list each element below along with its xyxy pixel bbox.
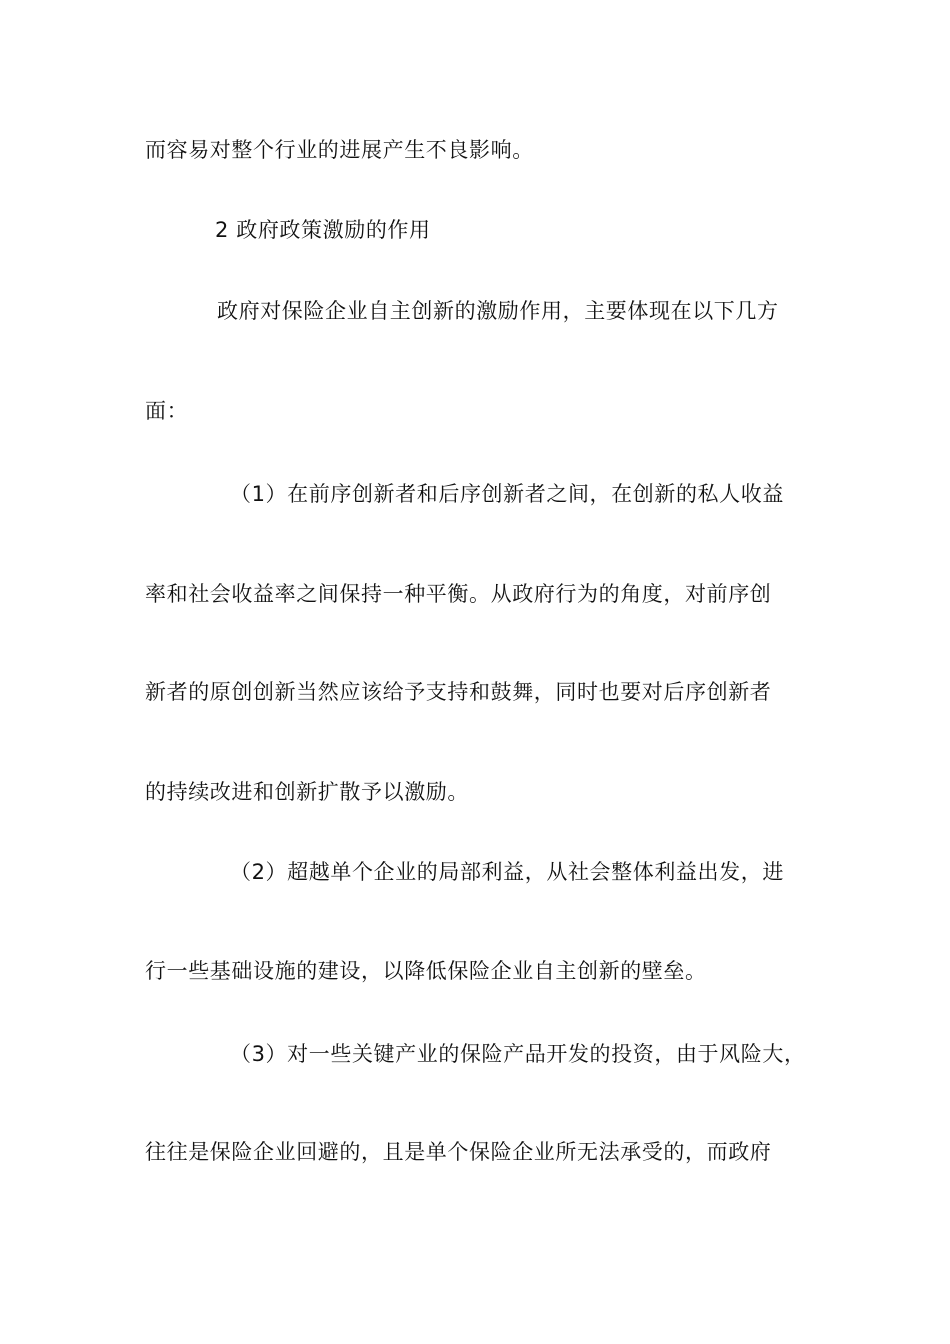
paragraph-line: 政府对保险企业自主创新的激励作用，主要体现在以下几方	[217, 299, 779, 323]
paragraph-line: （2）超越单个企业的局部利益，从社会整体利益出发，进	[230, 860, 784, 884]
paragraph-line: 新者的原创创新当然应该给予支持和鼓舞，同时也要对后序创新者	[145, 680, 772, 704]
section-heading: 2 政府政策激励的作用	[215, 218, 431, 242]
paragraph-line: 率和社会收益率之间保持一种平衡。从政府行为的角度，对前序创	[145, 582, 772, 606]
paragraph-line: 往往是保险企业回避的，且是单个保险企业所无法承受的，而政府	[145, 1140, 772, 1164]
paragraph-line: 面：	[145, 399, 189, 423]
paragraph-line: 的持续改进和创新扩散予以激励。	[145, 780, 469, 804]
paragraph-line: 行一些基础设施的建设，以降低保险企业自主创新的壁垒。	[145, 959, 707, 983]
paragraph-line: （1）在前序创新者和后序创新者之间，在创新的私人收益	[230, 482, 784, 506]
paragraph-line: （3）对一些关键产业的保险产品开发的投资，由于风险大，	[230, 1042, 806, 1066]
paragraph-line: 而容易对整个行业的进展产生不良影响。	[145, 138, 534, 162]
